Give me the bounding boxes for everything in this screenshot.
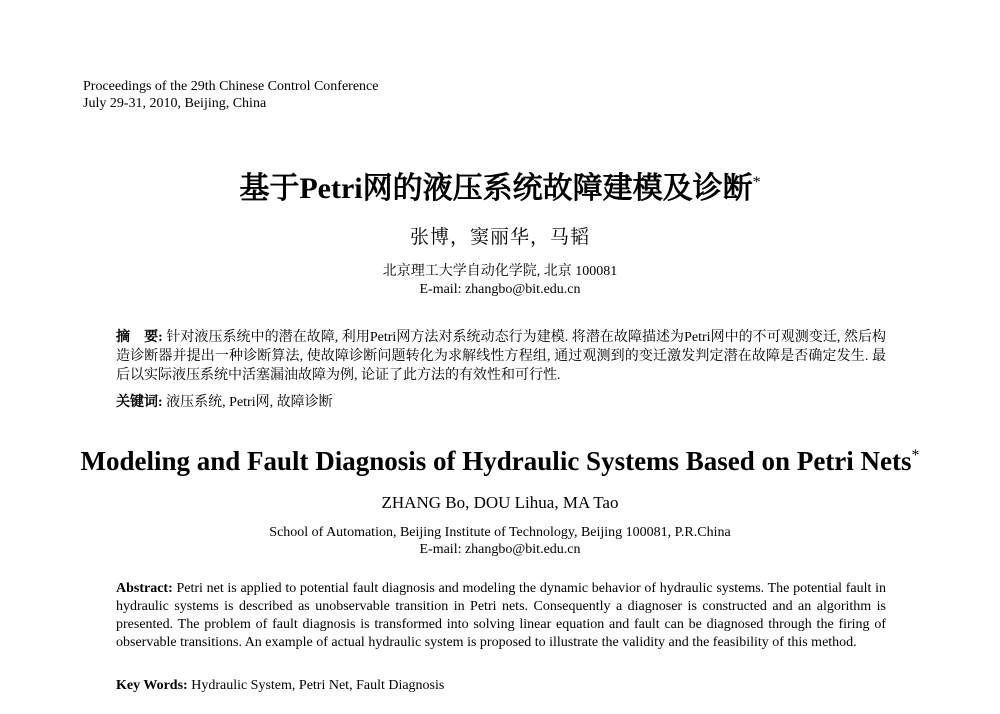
english-authors: ZHANG Bo, DOU Lihua, MA Tao: [381, 493, 619, 512]
english-affiliation-block: [0, 524, 1000, 558]
chinese-affiliation: 北京理工大学自动化学院, 北京 100081: [382, 264, 618, 279]
chinese-affiliation-block: [0, 263, 1000, 299]
conference-name: Proceedings of the 29th Chinese Control Conference: [83, 79, 379, 94]
english-affiliation: School of Automation, Beijing Institute of Technology, Beijing 100081, P.R.China: [269, 525, 731, 540]
chinese-keywords: [116, 393, 886, 412]
english-keywords-label: Key Words:: [116, 678, 188, 693]
english-keywords-text: Hydraulic System, Petri Net, Fault Diagnosis: [191, 678, 445, 693]
chinese-email: E-mail: zhangbo@bit.edu.cn: [419, 282, 581, 297]
english-title-text: Modeling and Fault Diagnosis of Hydraulic Systems Based on Petri Nets: [80, 446, 912, 476]
chinese-abstract: [116, 328, 886, 385]
english-keywords: [116, 677, 886, 695]
english-abstract-text: Petri net is applied to potential fault diagnosis and modeling the dynamic behavior of hydraulic systems. The potential fault in hydraulic systems is described as unobservable transition in Petri nets. Consequently a diagnoser is constructed and an algorithm is presented. The problem of fault diagnosis is transformed into solving linear equation and fault can be diagnosed through the firing of observable transitions. An example of actual hydraulic system is proposed to illustrate the validity and the feasibility of this method.: [116, 581, 887, 650]
conference-date: July 29-31, 2010, Beijing, China: [83, 96, 267, 111]
chinese-authors: 张博，窦丽华，马韬: [409, 227, 590, 248]
conference-info: [83, 78, 378, 112]
chinese-title-footnote-mark: *: [752, 174, 761, 191]
chinese-abstract-text: 针对液压系统中的潜在故障, 利用Petri网方法对系统动态行为建模. 将潜在故障描述为Petri网中的不可观测变迁, 然后构造诊断器并提出一种诊断算法, 使故障诊断问题转化为求解线性方程组, 通过观测到的变迁激发判定潜在故障是否确定发生. 最后以实际液压系统中活塞漏油故障为例, 论证了此方法的有效性和可行性.: [116, 330, 887, 383]
english-abstract: [116, 580, 886, 652]
english-title-footnote-mark: *: [911, 447, 920, 464]
chinese-keywords-label: 关键词:: [116, 395, 163, 410]
chinese-abstract-label: 摘 要:: [116, 330, 163, 345]
english-email: E-mail: zhangbo@bit.edu.cn: [419, 542, 581, 557]
chinese-keywords-text: 液压系统, Petri网, 故障诊断: [166, 395, 333, 410]
chinese-title-text: 基于Petri网的液压系统故障建模及诊断: [239, 172, 753, 205]
english-abstract-label: Abstract:: [116, 581, 173, 596]
english-title: [0, 438, 1000, 479]
chinese-title: [0, 163, 1000, 209]
